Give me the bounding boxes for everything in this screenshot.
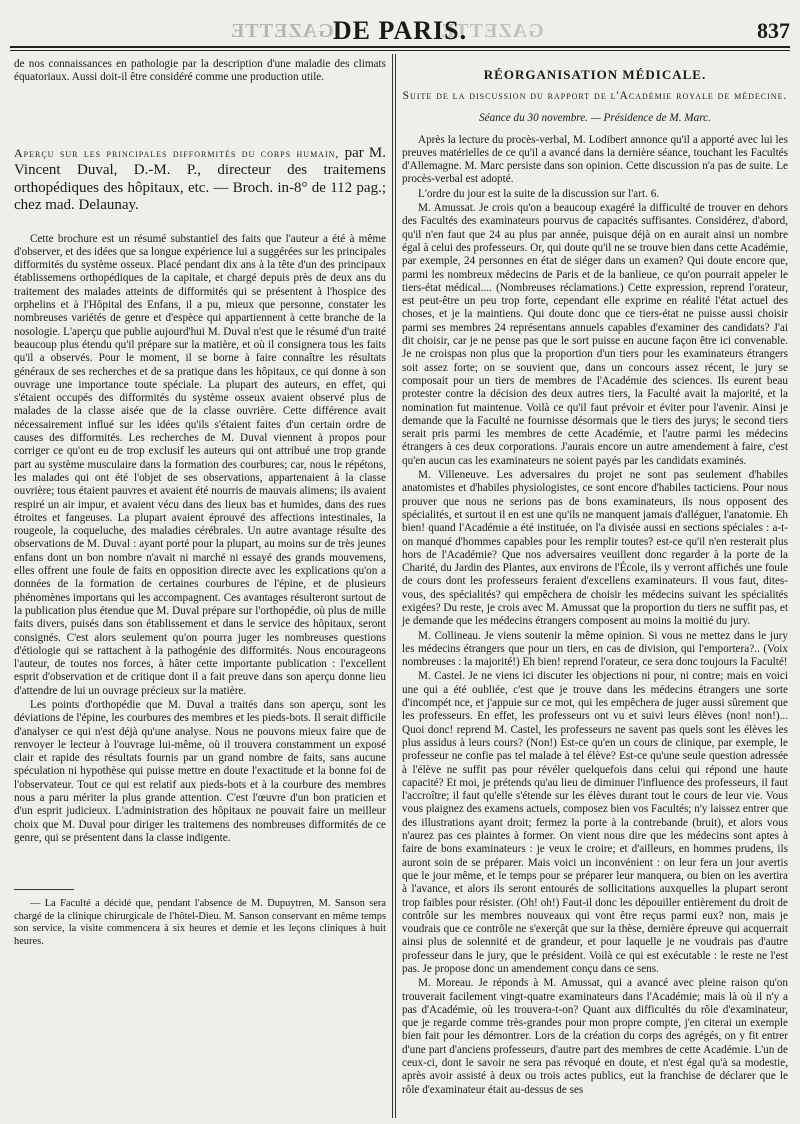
column-divider <box>392 54 396 1118</box>
debate-paragraph: M. Collineau. Je viens soutenir la même opinion. Si vous ne mettez dans le jury les médecins étrangers que pour un tiers, en cas de division, qui l'emportera?.. (Voix nombreuses : la majorité!) Eh bien! reprend l'orateur, ce sera donc toujours la Faculté! <box>402 629 788 669</box>
review-title-rest: par M. Vincent Duval, D.-M. P., directeur des traitemens orthopédiques des hôpitaux, etc. — Broch. in-8° de 112 pag.; chez mad. Delaunay. <box>14 144 387 214</box>
footnote-separator <box>14 889 74 890</box>
left-column <box>14 58 386 950</box>
sitting-line: Séance du 30 novembre. — Présidence de M. Marc. <box>479 112 711 125</box>
continuation-text: de nos connaissances en pathologie par la description d'une maladie des climats équatoriaux. Aussi doit-il être considéré comme une production utile. <box>14 58 386 84</box>
section-subtitle: Suite de la discussion du rapport de l'Académie royale de médecine. <box>402 90 788 103</box>
right-column <box>402 58 788 1098</box>
debate-paragraph: M. Moreau. Je réponds à M. Amussat, qui a avancé avec pleine raison qu'on trouverait facilement vingt-quatre examinateurs dans l'Académie; mais là où il n'y a pas d'Académie, où les trouvera-t-on? Quant aux difficultés du rôle d'examinateur, que je regarde comme très-grandes pour mon propre compte, j'en citerai un exemple bien fait pour les démontrer. Lors de la création du corps des agrégés, on y fit entrer d'une part d'anciens professeurs, d'autre part des membres de cette Académie. L'un de ceux-ci, dont le savoir ne sera pas révoqué en doute, et n'est égal qu'à sa modestie, après avoir assisté à deux ou trois actes publics, eut la franchise de déclarer que le rôle d'examinateur était au-dessus de ses <box>402 977 788 1096</box>
page-number: 837 <box>757 18 790 43</box>
debate-paragraph: L'ordre du jour est la suite de la discussion sur l'art. 6. <box>418 187 660 200</box>
debate-paragraph: M. Amussat. Je crois qu'on a beaucoup exagéré la difficulté de trouver en dehors des Facultés des examinateurs pourvus de capacités suffisantes. Considérez, d'abord, qu'il n'en faut que 24 au plus par année, puisque déjà on en aurait ainsi un nombre égal à celui des professeurs. Or, qui doute qu'il ne se trouve bien dans cette Académie, par exemple, 24 personnes en état de siéger dans un examen? Qui doute encore que, parmi les nombreux médecins de Paris et de la banlieue, ce qu'on pourrait appeler le tiers-état médical.... (Nombreuses réclamations.) Cette expression, reprend l'orateur, est peut-être un peu trop forte, cependant elle exprime en réalité l'état actuel des choses, et je la maintiens. Qui doute donc que ce tiers-état ne puisse aussi choisir parmi ses membres 24 représentans annuels capables d'examiner des candidats? J'ai dit choisir, car je ne pense pas que le sort puisse en aucune façon être ici convenable. Je ne croispas non plus que la proportion d'un tiers pour les examinateurs étrangers soit assez forte; on se souvient que, dans un concours assez récent, le jury se composait pour un tiers de membres de l'Académie des sciences. Ils eurent beau protester contre la décision des deux autres tiers, la Faculté avait la majorité, et la nomination fut maintenue. Voilà ce qu'il faut prévoir et éviter pour l'avenir. Ainsi je demande que la Faculté ne fournisse désormais que le tiers des jurys; le second tiers serait pris parmi les membres de cette Académie, et l'autre parmi les médecins étrangers à ces deux corporations. J'aurais encore un autre amendement à faire, c'est qu'en aucun cas les examinateurs ne soient payés par les candidats examinés. <box>402 202 788 467</box>
page-header <box>0 6 800 46</box>
bleed-through-right: GAZETTE <box>440 20 544 42</box>
header-rule-thin <box>10 50 790 51</box>
bleed-through-left: GAZETTE <box>230 20 334 42</box>
section-title: RÉORGANISATION MÉDICALE. <box>483 67 707 82</box>
debate-paragraph: M. Castel. Je ne viens ici discuter les objections ni pour, ni contre; mais en voici une qui a été oubliée, c'est que je trouve dans les médecins étrangers une sorte d'incompét nce, et j'appuie sur ce mot, qui les empêchera de juger aussi sûrement que les professeurs. En effet, les professeurs ont vu et suivi leurs élèves (non! non!)... Quoi donc! reprend M. Castel, les professeurs ne savent pas quels sont les élèves les plus assidus à leurs cours? (Non!) Est-ce qu'en un cours de clinique, par exemple, le professeur ne confie pas tel malade à tel élève? Est-ce qu'une seule question adressée à l'élève ne suffit pas pour révéler quelquefois dans celui qui répond une haute capacité? Et moi, je prétends qu'au lieu de diminuer l'influence des professeurs, il faut l'accroître; il faut qu'elle s'étende sur les élèves durant tout le cours de leur vie. Vous vous plaignez des examens actuels, composez bien vos Facultés; n'y laissez entrer que des illustrations ayant droit; fermez la porte à la contrebande (bruit), et alors vous n'aurez pas ces plaintes à former. On vient nous dire que les médecins sont aptes à faire de bons examinateurs : je veux le croire; et d'ailleurs, en hommes prudens, ils auront soin de se préparer. Mais voici un inconvénient : on leur fera un jour avertis que le jour même, et le temps pour se préparer leur manquera, ou bien on les avertira à l'avance, et alors ils seront entourés de sollicitations auxquelles la plupart seront trop faibles pour résister. (Oh! oh!) Faut-il donc les dépouiller entièrement du droit de contrôle sur les membres nouveaux qui vont être reçus parmi eux? non, mais je voudrais que ce contrôle ne s'exerçât que sur la thèse, dernière épreuve qui acquerrait ainsi plus de solennité et de grandeur, et pour laquelle je ne voudrais pas d'autre professeur dans le jury, que le président. Voilà ce qui est exécutable : le reste ne l'est pas. Je propose donc un amendement conçu dans ce sens. <box>402 670 788 975</box>
masthead-title: DE PARIS. <box>332 16 468 45</box>
review-title <box>14 145 386 215</box>
review-title-caps: Aperçu sur les principales difformités du corps humain, <box>14 145 340 160</box>
review-paragraph: Les points d'orthopédie que M. Duval a traités dans son aperçu, sont les déviations de l'épine, les courbures des membres et les pieds-bots. Il serait difficile d'analyser ce qui n'est déjà qu'une analyse. Nous ne pouvons mieux faire que de renvoyer le lecteur à l'ouvrage lui-même, où il trouvera constamment un exposé clair et rapide des résultats fournis par un grand nombre de faits, sans aucune spéculation ni hypothèse qui puisse mettre en doute l'exactitude et la bonne foi de l'observateur. Tout ce qui est relatif aux pieds-bots et à la courbure des membres nous a paru mériter la plus grande attention. C'est l'œuvre d'un bon praticien et d'un esprit judicieux. L'administration des hôpitaux ne pouvait faire un meilleur choix que M. Duval pour diriger les traitemens des nombreuses difformités de ce genre, qui se présentent dans la classe indigente. <box>14 698 386 844</box>
header-rule <box>10 46 790 48</box>
debate-paragraph: Après la lecture du procès-verbal, M. Lodibert annonce qu'il a apporté avec lui les preuves matérielles de ce qu'il a avancé dans la dernière séance, touchant les Facultés d'Allemagne. M. Marc persiste dans son opinion. Cette discussion n'a pas de suite. Le procès-verbal est adopté. <box>402 133 788 186</box>
debate-paragraph: M. Villeneuve. Les adversaires du projet ne sont pas seulement d'habiles anatomistes et d'habiles physiologistes, ce sont encore d'habiles tacticiens. Pour nous prouver que nous ne serions pas de bons examinateurs, ils nous opposent des spécialités, et surtout il en est une qu'ils ne manquent jamais d'alléguer, l'anatomie. Eh bien! quand l'Académie a été instituée, on l'a divisée aussi en sections spéciales : a-t-on manqué d'hommes capables pour les remplir toutes? est-ce qu'il n'en resterait plus hors de l'Académie? Que nos adversaires veuillent donc regarder à la porte de la Charité, du Jardin des Plantes, aux environs de l'École, ils y verront affichés une foule de cours dont les professeurs feraient d'excellens examinateurs. Il vous faut, dites-vous, des spécialités? qui empêchera de choisir les médecins suivant les spécialités exigées? Du reste, je crois avec M. Amussat que la proportion du tiers ne suffit pas, et je demande que les médecins étrangers composent au moins la moitié du jury. <box>402 469 788 628</box>
footnote: — La Faculté a décidé que, pendant l'absence de M. Dupuytren, M. Sanson sera chargé de la clinique chirurgicale de l'hôtel-Dieu. M. Sanson conservant en même temps son service, la visite commencera à six heures et demie et les leçons cliniques à huit heures. <box>14 898 386 948</box>
review-paragraph: Cette brochure est un résumé substantiel des faits que l'auteur a été à même d'observer, et des idées que sa longue expérience lui a suggérées sur les principales difformités du système osseux. Placé pendant dix ans à la tête d'un des principaux établissemens orthopédiques de la capitale, et chargé depuis près de deux ans du traitement des malades atteints de difformités qui se présentent à l'hospice des orphelins et à l'Hôpital des Enfans, il a pu, mieux que personne, constater les nombreuses variétés de genre et d'espèce qui appartiennent à cette branche de la nosologie. L'aperçu que publie aujourd'hui M. Duval n'est que le résumé d'un traité beaucoup plus étendu qu'il prépare sur la matière, et où il consignera tous les faits qu'il a observés. Pour le moment, il se borne à faire connaître les résultats généraux de ses recherches et de sa pratique dans les hôpitaux, ce qui donne à son ouvrage une importance toute spéciale. La plupart des auteurs, en effet, qui s'étaient occupés des difformités du système osseux avaient observé plus de malades de la classe aisée que de la classe ouvrière. Cette différence avait nécessairement influé sur les idées qu'ils s'étaient faites d'un certain ordre de causes des difformités. Les recherches de M. Duval viennent à propos pour corriger ce qu'ont eu de trop exclusif les auteurs qui ont attribué une trop grande part au système musculaire dans la formation des courbures; car, nous le répétons, les malades qui ont été l'objet de ses observations, appartenaient à la classe ouvrière; tous étaient pauvres et avaient été nourris de mauvais alimens; ils avaient respiré un air impur, et avaient vécu dans des lieux bas et humides, dans des rues étroites et fangeuses. La plupart avaient éprouvé des affections intestinales, la rougeole, la coqueluche, des maladies cérébrales. Un autre avantage résulte des observations de M. Duval : ayant porté pour la plupart, au moins sur de très jeunes enfans dont un bon nombre n'avait ni marché ni essayé des grands mouvemens, elles offrent une foule de faits en opposition directe avec les explications qu'on a données de la formation de certaines courbures de l'épine, et de plusieurs phénomènes importans qui les accompagnent. Ces avantages résulteront surtout de la publication plus étendue que M. Duval prépare sur l'orthopédie, où plus de mille faits divers, puisés dans son établissement et dans le service des hôpitaux, seront consignés. C'est alors seulement qu'on pourra juger les nombreuses questions d'étiologie qui se rattachent à la pathogénie des difformités. Nous encourageons l'auteur, de toutes nos forces, à hâter cette importante publication : l'excellent esprit d'observation et de critique dont il a fait preuve dans son aperçu donne lieu d'attendre de lui un ouvrage précieux sur la matière. <box>14 232 386 697</box>
